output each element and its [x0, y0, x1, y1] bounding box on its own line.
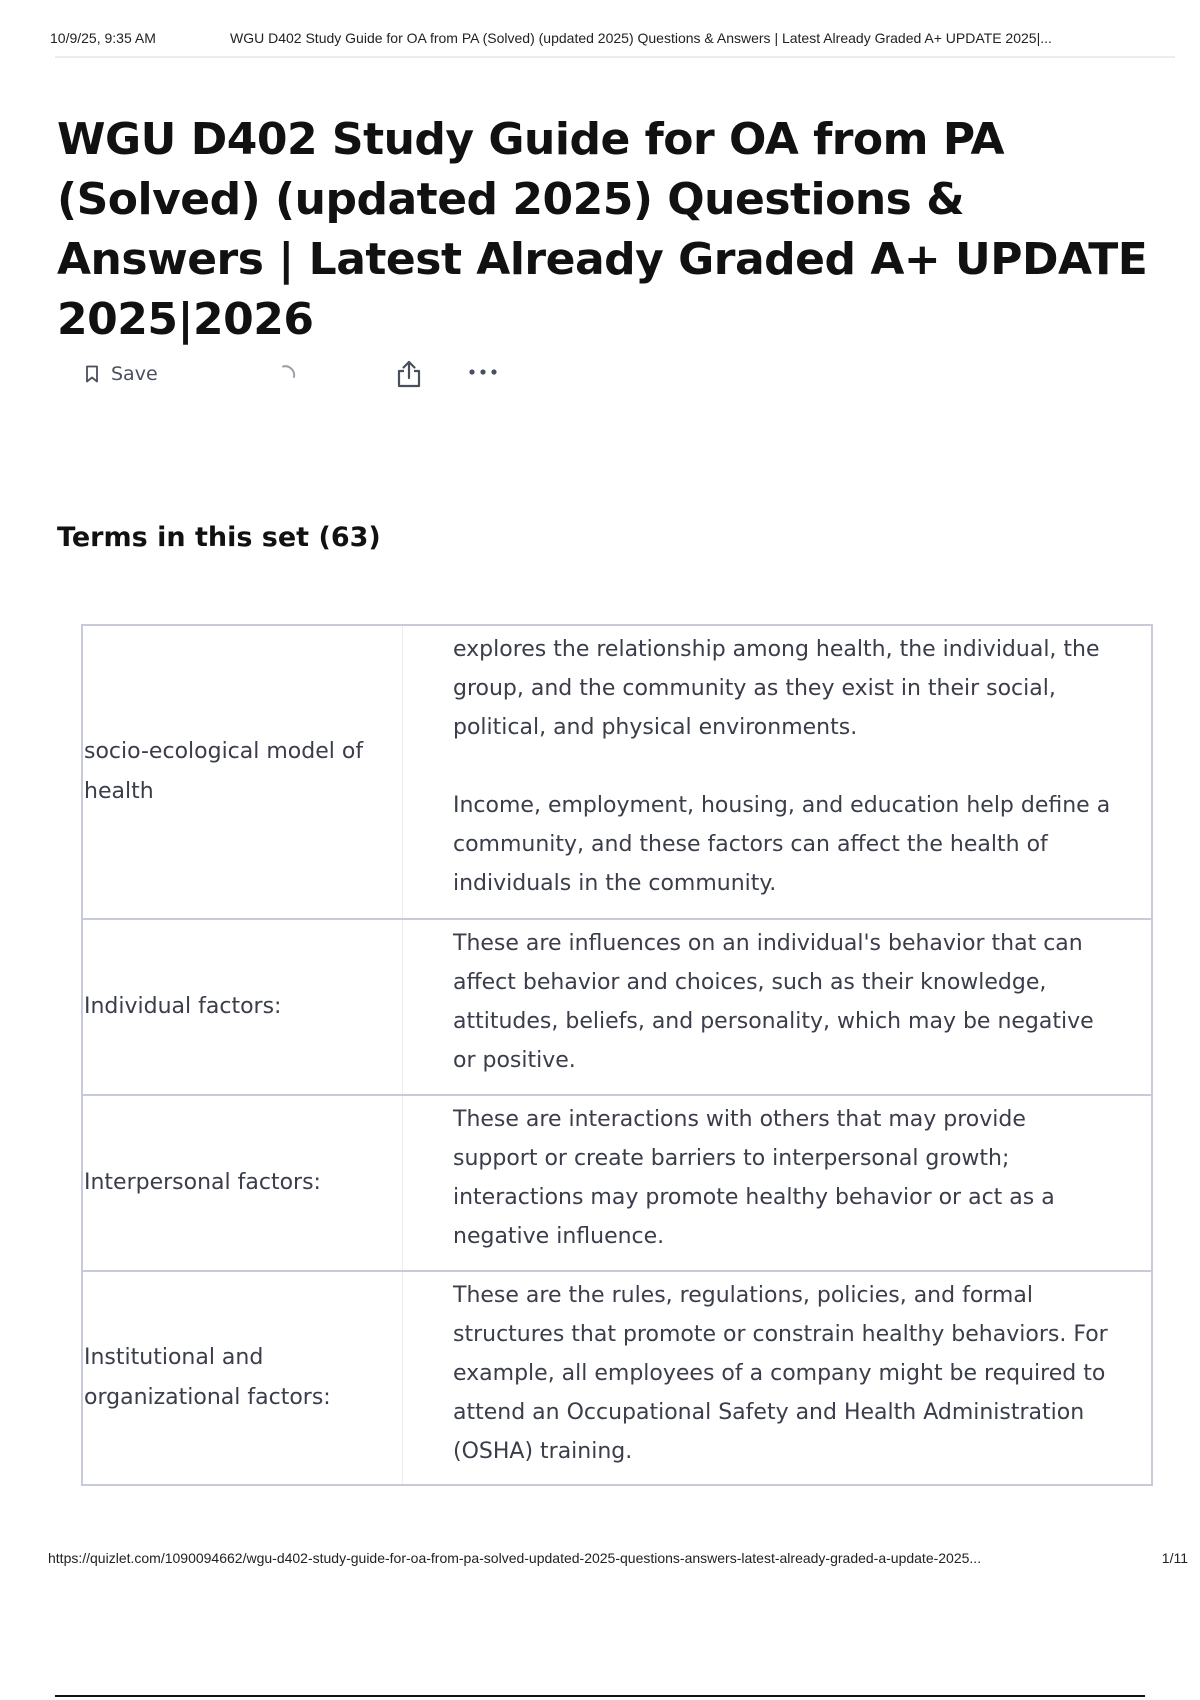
definition-cell: [403, 626, 1151, 918]
more-options-icon[interactable]: [468, 367, 498, 377]
definition-cell: [403, 1272, 1151, 1484]
page-number: 1/11: [1161, 1550, 1188, 1566]
definition-cell: [403, 1096, 1151, 1270]
term-cell: Individual factors:: [83, 920, 403, 1094]
print-url: https://quizlet.com/1090094662/wgu-d402-study-guide-for-oa-from-pa-solved-updated-2025-questions-answers-latest-already-graded-a-update-2025...: [48, 1550, 982, 1566]
term-cell: Interpersonal factors:: [83, 1096, 403, 1270]
page-title: WGU D402 Study Guide for OA from PA (Solved) (updated 2025) Questions & Answers | Latest Already Graded A+ UPDATE 2025|2026: [57, 114, 1148, 345]
print-date: 10/9/25, 9:35 AM: [50, 30, 156, 46]
terms-heading: Terms in this set (63): [57, 522, 381, 553]
bookmark-icon: [85, 365, 99, 383]
share-icon[interactable]: [395, 359, 423, 389]
save-button-label: Save: [111, 363, 158, 385]
terms-table: [81, 624, 1153, 1486]
term-cell: Institutional and organizational factors:: [83, 1272, 403, 1484]
term-cell: socio-ecological model of health: [83, 626, 403, 918]
definition-paragraph: These are interactions with others that may provide support or create barriers to interpersonal growth; interactions may promote healthy behavior or act as a negative influence.: [453, 1107, 1055, 1249]
definition-paragraph: Income, employment, housing, and education help define a community, and these factors can affect the health of individuals in the community.: [453, 793, 1111, 896]
term-row: [83, 626, 1151, 918]
print-doc-title: WGU D402 Study Guide for OA from PA (Solved) (updated 2025) Questions & Answers | Latest Already Graded A+ UPDATE 2025|...: [230, 30, 1052, 46]
term-row: [83, 1270, 1151, 1484]
save-button[interactable]: [85, 363, 158, 385]
header-divider: [55, 56, 1175, 58]
term-row: [83, 918, 1151, 1094]
bottom-divider: [55, 1695, 1145, 1697]
definition-paragraph: These are the rules, regulations, policies, and formal structures that promote or constrain healthy behaviors. For example, all employees of a company might be required to attend an Occupational Safety and Health Administration (OSHA) training.: [453, 1283, 1108, 1464]
definition-paragraph: These are influences on an individual's behavior that can affect behavior and choices, such as their knowledge, attitudes, beliefs, and personality, which may be negative or positive.: [453, 931, 1094, 1073]
definition-cell: [403, 920, 1151, 1094]
term-row: [83, 1094, 1151, 1270]
set-toolbar: [85, 355, 585, 395]
loading-spinner-icon: [275, 363, 299, 387]
definition-paragraph: explores the relationship among health, the individual, the group, and the community as they exist in their social, political, and physical environments.: [453, 637, 1100, 740]
